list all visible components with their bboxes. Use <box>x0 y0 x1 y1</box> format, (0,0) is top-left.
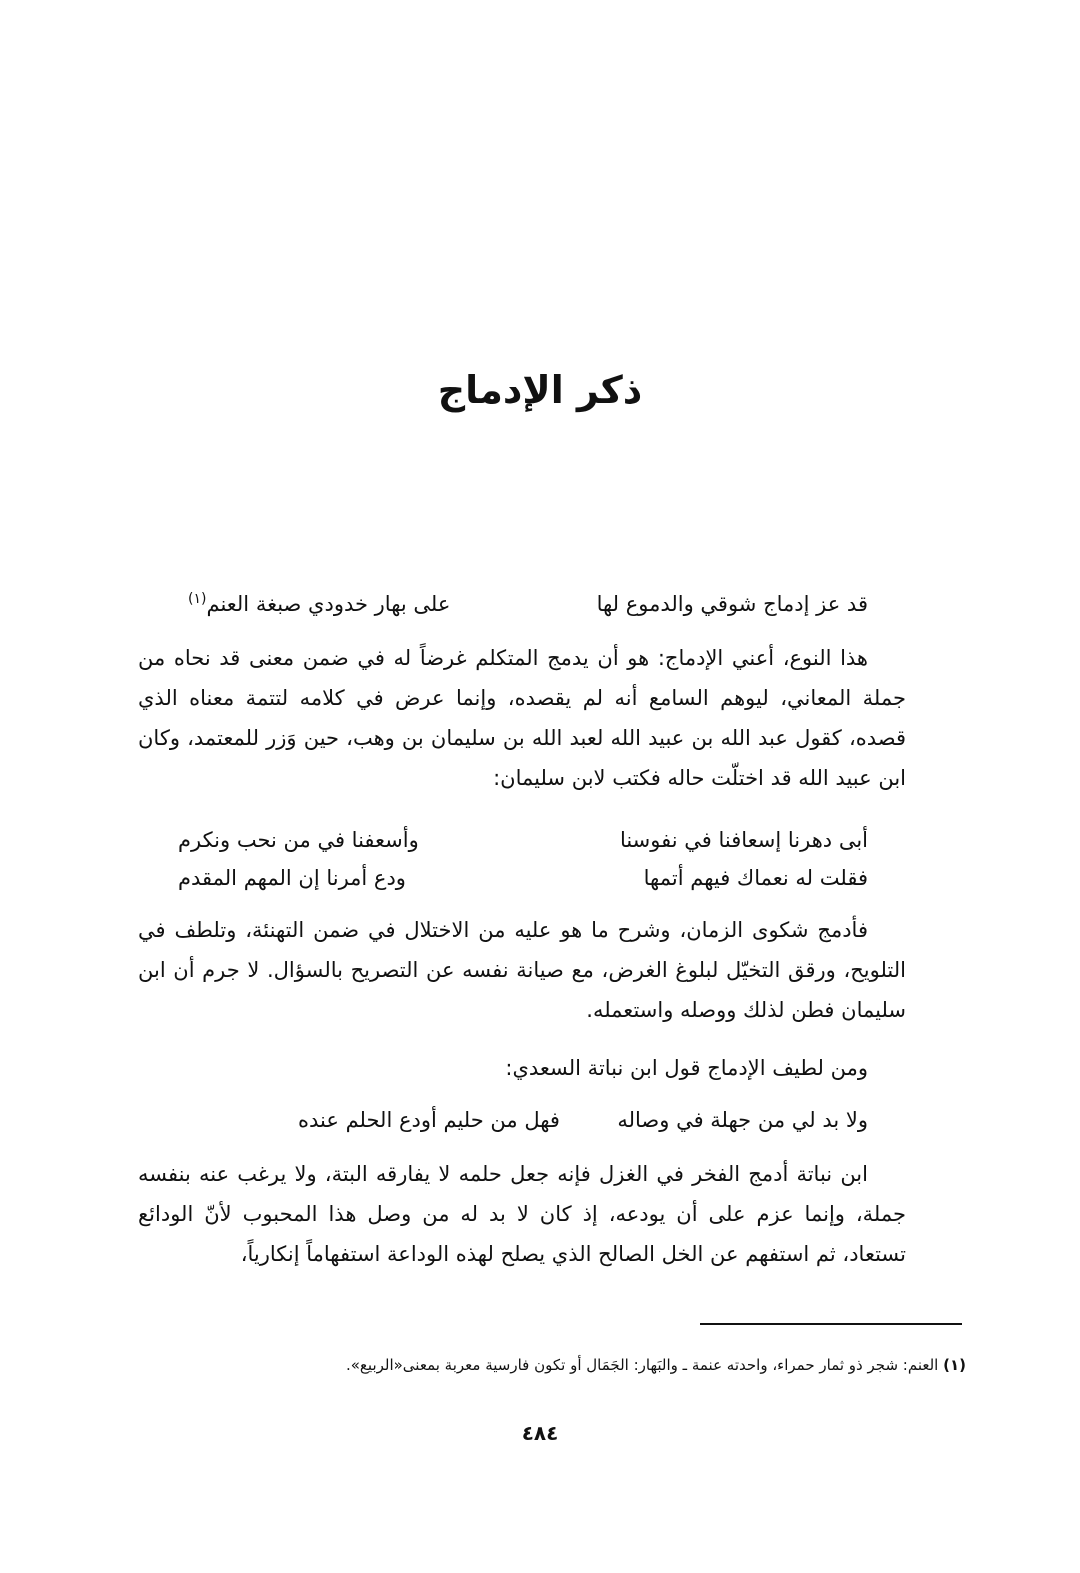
paragraph-3: ومن لطيف الإدماج قول ابن نباتة السعدي: <box>505 1056 868 1080</box>
paragraph-2: فأدمج شكوى الزمان، وشرح ما هو عليه من الاختلال في ضمن التهنئة، وتلطف في التلويح، ورقق التخيّل لبلوغ الغرض، مع صيانة نفسه عن التصريح بالسؤال. لا جرم أن ابن سليمان فطن لذلك ووصله واستعمله. <box>138 918 906 1022</box>
paragraph-4: ابن نباتة أدمج الفخر في الغزل فإنه جعل حلمه لا يفارقه البتة، ولا يرغب عنه بنفسه جملة، وإنما عزم على أن يودعه، إذ كان لا بد له من وصل هذا المحبوب لأنّ الودائع تستعاد، ثم استفهم عن الخل الصالح الذي يصلح لهذه الوداعة استفهاماً إنكارياً، <box>138 1162 906 1266</box>
footnote-divider <box>700 1323 962 1325</box>
footnote <box>138 1350 966 1380</box>
section-title: ذكر الإدماج <box>437 368 643 412</box>
verse-hemistich-right: فقلت له نعماك فيهم أتمها <box>643 866 868 890</box>
verse-line <box>138 584 906 624</box>
verse-hemistich-left-text: على بهار خدودي صبغة العنم <box>206 592 451 616</box>
paragraph-1: هذا النوع، أعني الإدماج: هو أن يدمج المتكلم غرضاً له في ضمن معنى قد نحاه من جملة المعاني، ليوهم السامع أنه لم يقصده، وإنما عرض في كلامه لتتمة معناه الذي قصده، كقول عبد الله بن عبيد الله لعبد الله بن سليمان بن وهب، حين وَزر للمعتمد، وكان ابن عبيد الله قد اختلّت حاله فكتب لابن سليمان: <box>138 646 906 790</box>
verse-hemistich-right: أبى دهرنا إسعافنا في نفوسنا <box>619 828 868 852</box>
verse-block-3 <box>138 1100 906 1140</box>
footnote-text: العنم: شجر ذو ثمار حمراء، واحدته عنمة ـ والبَهار: الجَمَال أو تكون فارسية معربة بمعنى«الربيع». <box>345 1356 939 1374</box>
verse-line <box>138 1100 906 1140</box>
verse-hemistich-left: ودع أمرنا إن المهم المقدم <box>178 866 406 890</box>
verse-hemistich-left: وأسعفنا في من نحب ونكرم <box>178 828 419 852</box>
verse-line <box>138 858 906 898</box>
verse-block-2-line-1 <box>138 820 906 860</box>
verse-block-1 <box>138 584 906 624</box>
footnote-reference[interactable]: (١) <box>188 591 207 607</box>
verse-hemistich-left <box>188 584 450 624</box>
verse-hemistich-left: فهل من حليم أودع الحلم عنده <box>298 1108 560 1132</box>
verse-hemistich-right: قد عز إدماج شوقي والدموع لها <box>596 592 868 616</box>
verse-line <box>138 820 906 860</box>
verse-hemistich-right: ولا بد لي من جهلة في وصاله <box>617 1108 868 1132</box>
footnote-marker: (١) <box>943 1356 966 1374</box>
page-number: ٤٨٤ <box>521 1421 559 1445</box>
verse-block-2-line-2 <box>138 858 906 898</box>
